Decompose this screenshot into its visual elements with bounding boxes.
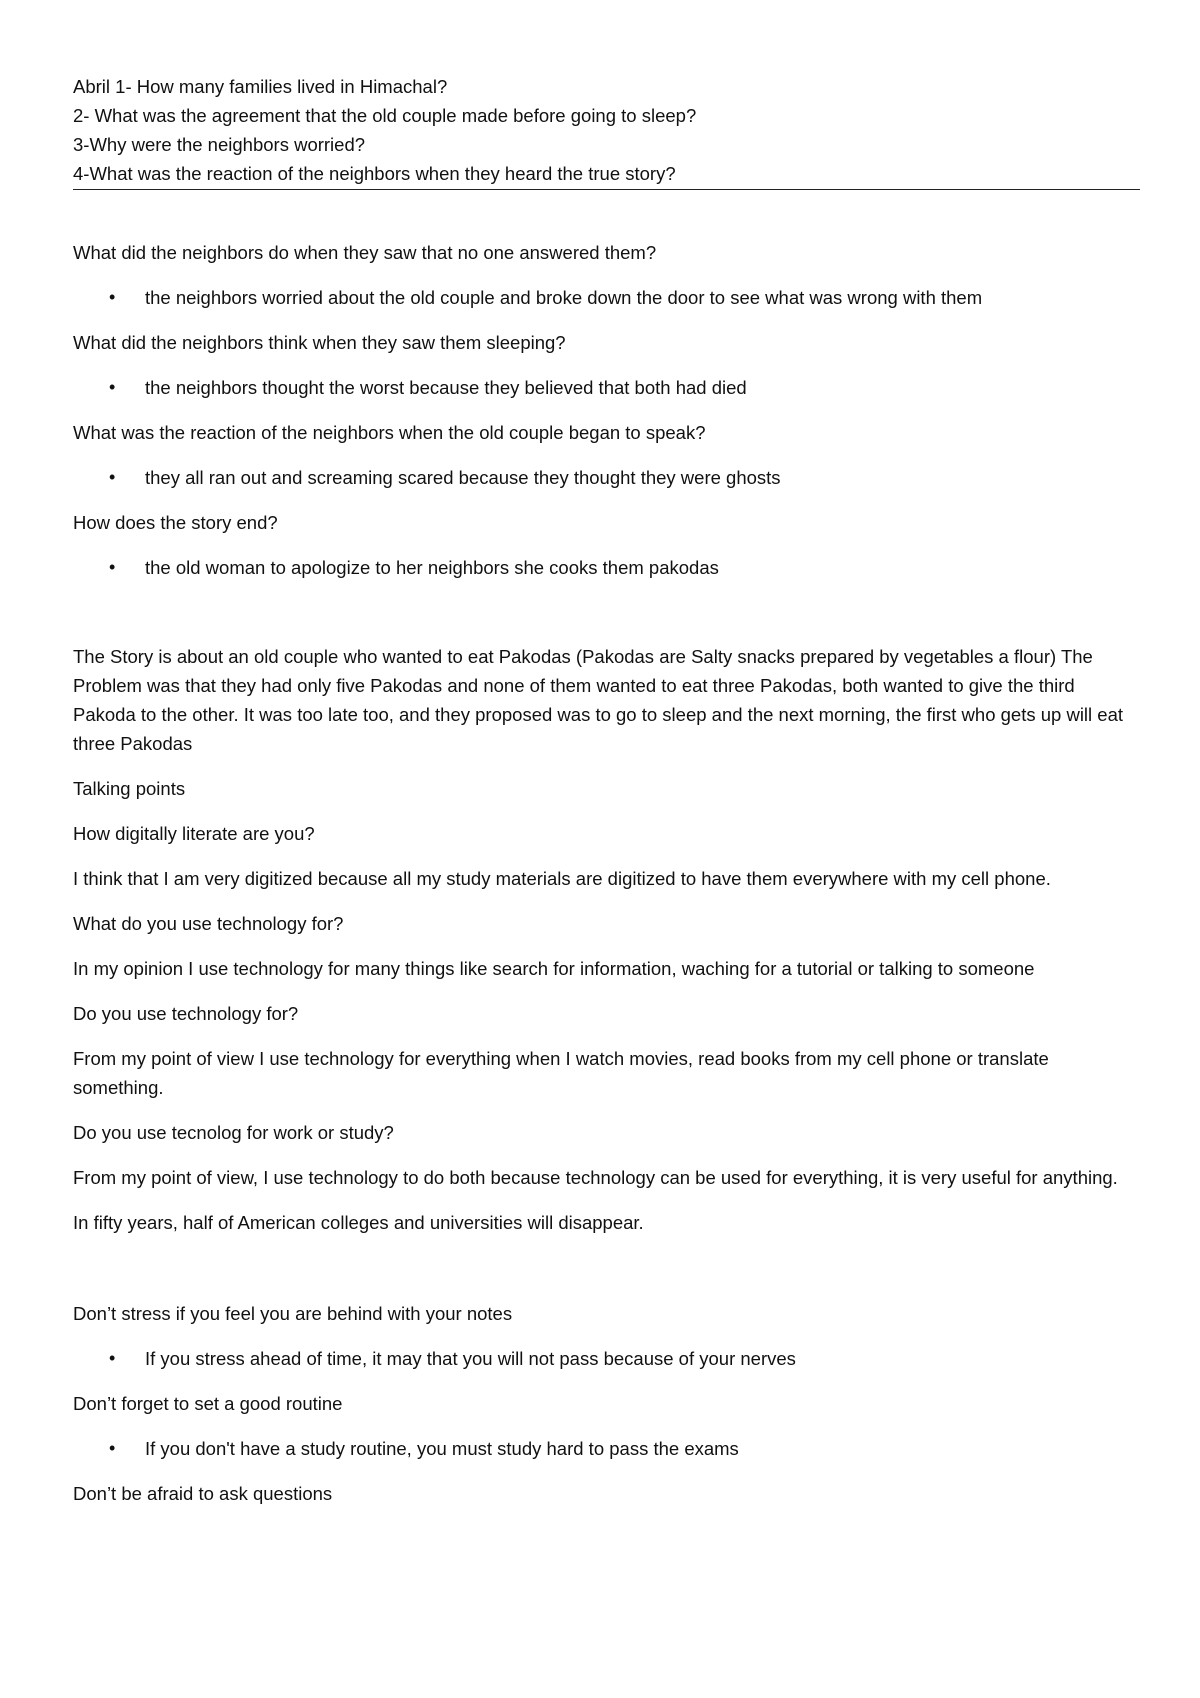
- header-question-3: 3-Why were the neighbors worried?: [73, 134, 366, 155]
- tip-detail: [73, 1344, 1140, 1373]
- talking-points-section: [73, 774, 1140, 1237]
- header-question-4: 4-What was the reaction of the neighbors when they heard the true story?: [73, 163, 676, 184]
- qa-question: What did the neighbors think when they saw them sleeping?: [73, 332, 566, 353]
- talking-point-question: Do you use technology for?: [73, 1003, 299, 1024]
- talking-point-question: What do you use technology for?: [73, 913, 344, 934]
- spacer: [73, 598, 1140, 642]
- qa-answer-text: they all ran out and screaming scared because they thought they were ghosts: [145, 467, 781, 488]
- story-summary: The Story is about an old couple who wanted to eat Pakodas (Pakodas are Salty snacks prepared by vegetables a flour) The Problem was that they had only five Pakodas and none of them wanted to eat three Pakodas, both wanted to give the third Pakoda to the other. It was too late too, and they proposed was to go to sleep and the next morning, the first who gets up will eat three Pakodas: [73, 646, 1124, 754]
- qa-section: [73, 238, 1140, 582]
- talking-point-answer: From my point of view I use technology for everything when I watch movies, read books from my cell phone or translate something.: [73, 1048, 1049, 1098]
- talking-point-answer: I think that I am very digitized because all my study materials are digitized to have them everywhere with my cell phone.: [73, 868, 1051, 889]
- header-question-2: 2- What was the agreement that the old couple made before going to sleep?: [73, 105, 697, 126]
- qa-answer-text: the neighbors worried about the old couple and broke down the door to see what was wrong with them: [145, 287, 983, 308]
- talking-point-question: How digitally literate are you?: [73, 823, 315, 844]
- bullet-icon: •: [109, 467, 116, 487]
- qa-answer-text: the old woman to apologize to her neighbors she cooks them pakodas: [145, 557, 719, 578]
- tip-detail-text: If you stress ahead of time, it may that you will not pass because of your nerves: [145, 1348, 796, 1369]
- tip-title: Don’t be afraid to ask questions: [73, 1483, 333, 1504]
- talking-points-closing: In fifty years, half of American colleges and universities will disappear.: [73, 1212, 644, 1233]
- qa-question: How does the story end?: [73, 512, 278, 533]
- qa-answer: [73, 463, 1140, 492]
- talking-point-answer: From my point of view, I use technology to do both because technology can be used for everything, it is very useful for anything.: [73, 1167, 1118, 1188]
- talking-point-answer: In my opinion I use technology for many things like search for information, waching for a tutorial or talking to someone: [73, 958, 1035, 979]
- qa-answer: [73, 373, 1140, 402]
- talking-points-title: Talking points: [73, 778, 186, 799]
- talking-point-question: Do you use tecnolog for work or study?: [73, 1122, 394, 1143]
- header-questions: [73, 72, 1140, 190]
- bullet-icon: •: [109, 1348, 116, 1368]
- document-body: [73, 72, 1140, 1524]
- bullet-icon: •: [109, 287, 116, 307]
- bullet-icon: •: [109, 1438, 116, 1458]
- qa-answer-text: the neighbors thought the worst because they believed that both had died: [145, 377, 747, 398]
- header-question-1: Abril 1- How many families lived in Himachal?: [73, 76, 448, 97]
- tip-title: Don’t stress if you feel you are behind with your notes: [73, 1303, 513, 1324]
- tip-title: Don’t forget to set a good routine: [73, 1393, 343, 1414]
- qa-answer: [73, 553, 1140, 582]
- bullet-icon: •: [109, 377, 116, 397]
- tip-detail-text: If you don't have a study routine, you must study hard to pass the exams: [145, 1438, 739, 1459]
- qa-answer: [73, 283, 1140, 312]
- spacer: [73, 1253, 1140, 1299]
- bullet-icon: •: [109, 557, 116, 577]
- qa-question: What did the neighbors do when they saw that no one answered them?: [73, 242, 657, 263]
- qa-question: What was the reaction of the neighbors when the old couple began to speak?: [73, 422, 706, 443]
- tip-detail: [73, 1434, 1140, 1463]
- tips-section: [73, 1299, 1140, 1508]
